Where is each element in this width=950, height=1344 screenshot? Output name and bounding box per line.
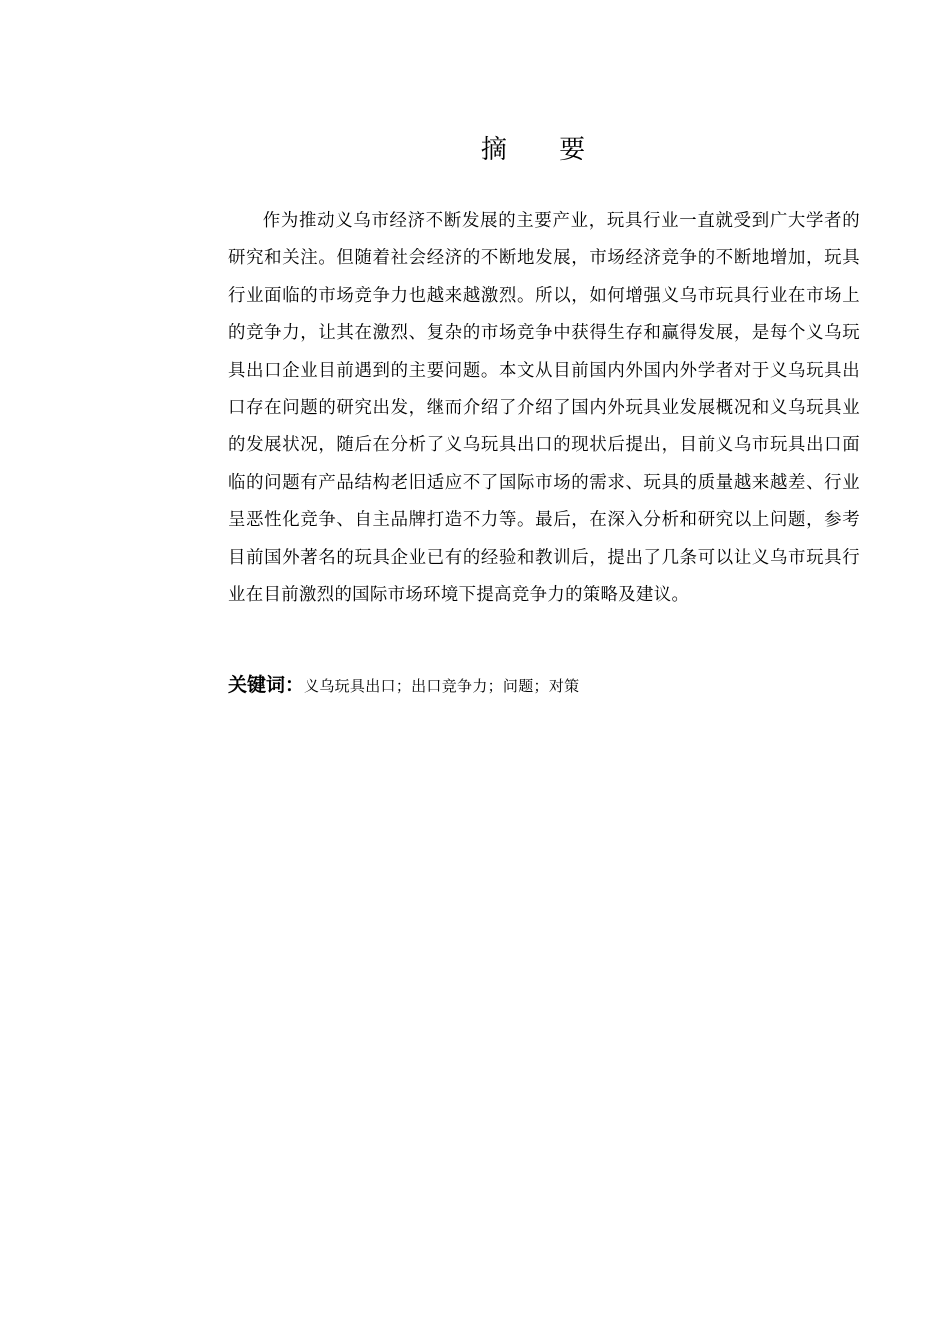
keywords-label: 关键词： xyxy=(228,674,305,696)
abstract-paragraph: 作为推动义乌市经济不断发展的主要产业，玩具行业一直就受到广大学者的研究和关注。但随着社会经济的不断地发展，市场经济竞争的不断地增加，玩具行业面临的市场竞争力也越来越激烈。所以，如何增强义乌市玩具行业在市场上的竞争力，让其在激烈、复杂的市场竞争中获得生存和赢得发展，是每个义乌玩具出口企业目前遇到的主要问题。本文从目前国内外国内外学者对于义乌玩具出口存在问题的研究出发，继而介绍了介绍了国内外玩具业发展概况和义乌玩具业的发展状况，随后在分析了义乌玩具出口的现状后提出，目前义乌市玩具出口面临的问题有产品结构老旧适应不了国际市场的需求、玩具的质量越来越差、行业呈恶性化竞争、自主品牌打造不力等。最后，在深入分析和研究以上问题，参考目前国外著名的玩具企业已有的经验和教训后，提出了几条可以让义乌市玩具行业在目前激烈的国际市场环境下提高竞争力的策略及建议。 xyxy=(228,211,860,606)
keywords-line xyxy=(228,670,860,701)
keywords-value: 义乌玩具出口；出口竞争力；问题；对策 xyxy=(304,677,580,695)
abstract-title: 摘 要 xyxy=(480,135,608,165)
